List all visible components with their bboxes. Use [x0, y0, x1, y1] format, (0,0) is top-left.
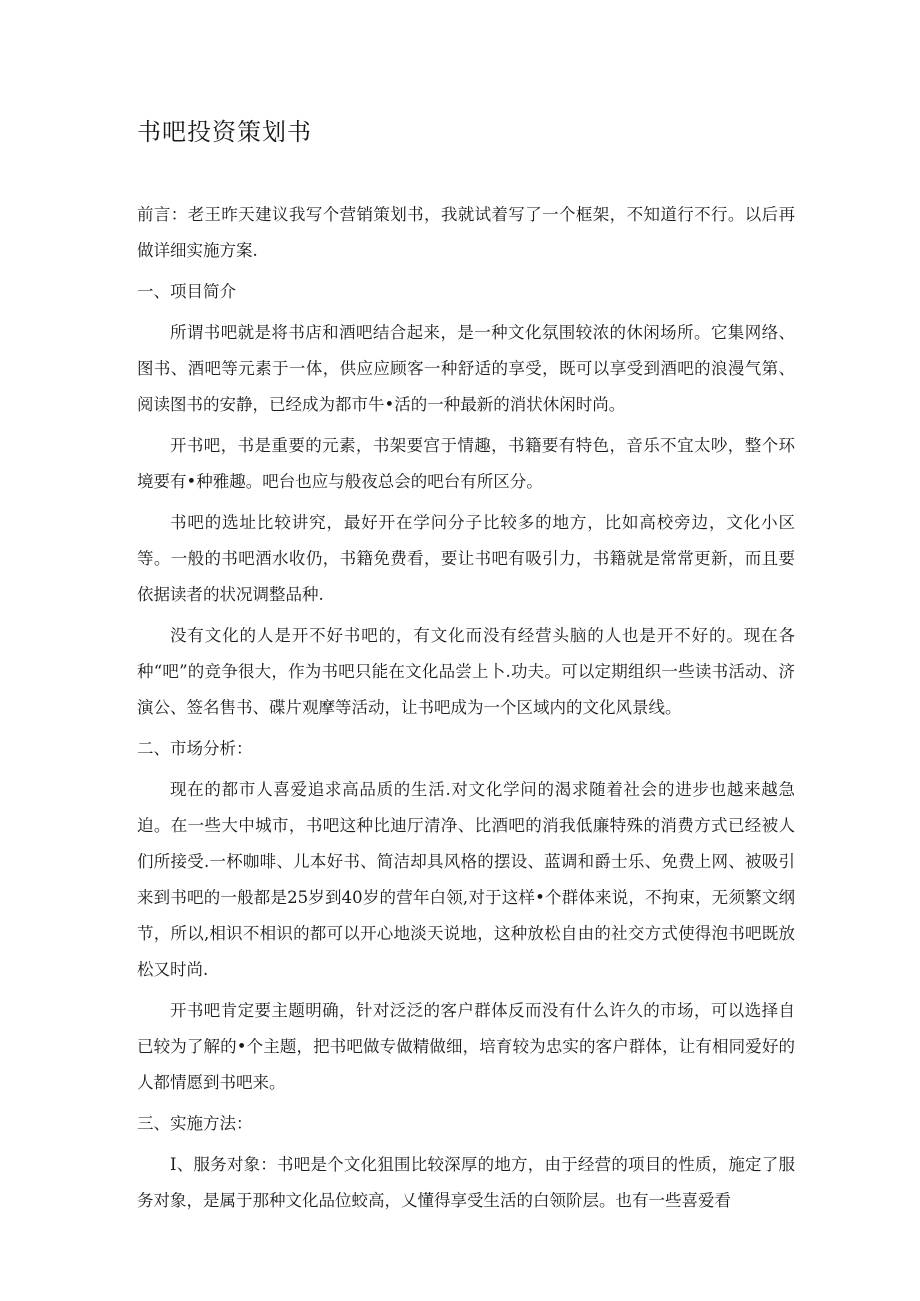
section-heading-implementation: 三、实施方法：	[137, 1114, 253, 1133]
body-paragraph: 开书吧，书是重要的元素，书架要宫于情趣，书籍要有特色，音乐不宜太吵，整个环境要有•种雅趣。吧台也应与般夜总会的吧台有所区分。	[137, 436, 795, 491]
body-paragraph: 没有文化的人是开不好书吧的，有文化而没有经营头脑的人也是开不好的。现在各种“吧”的竞争很大，作为书吧只能在文化品尝上卜.功夫。可以定期组织一些读书活动、济演公、签名售书、碟片观摩等活动，让书吧成为一个区域内的文化风景线。	[137, 626, 795, 717]
preface-paragraph: 前言：老王昨天建议我写个营销策划书，我就试着写了一个框架，不知道行不行。以后再做详细实施方案.	[137, 205, 795, 260]
section-heading-market-analysis: 二、市场分析：	[137, 739, 253, 758]
document-title: 书吧投资策划书	[137, 118, 312, 146]
body-paragraph: I、服务对象：书吧是个文化狙围比较深厚的地方，由于经营的项目的性质，施定了服务对象，是属于那种文化品位蛟高，乂懂得享受生活的白领阶层。也有一些喜爱看	[137, 1155, 795, 1210]
document-body	[137, 197, 795, 1224]
body-paragraph: 所谓书吧就是将书店和酒吧结合起来，是一种文化氛围较浓的休闲场所。它集网络、图书、酒吧等元素于一体，供应应顾客一种舒适的享受，既可以享受到酒吧的浪漫气第、阅读图书的安静，已经成为都市牛•活的一种最新的消状休闲时尚。	[137, 323, 795, 414]
body-paragraph: 现在的都市人喜爱追求高品质的生活.对文化学问的渴求随着社会的进步也越来越急迫。在一些大中城市，书吧这种比迪厅清净、比酒吧的消我低廉特殊的消费方式已经被人们所接受.一杯咖啡、儿本好书、简洁却具风格的摆设、蓝调和爵士乐、免费上网、被吸引来到书吧的一般都是25岁到40岁的营年白领,对于这样•个群体来说，不拘束，无须繁文纲节，所以,相识不相识的都可以开心地淡天说地，这种放松自由的社交方式使得泡书吧既放松又时尚.	[137, 780, 795, 979]
body-paragraph: 开书吧肯定要主题明确，针对泛泛的客户群体反而没有什么许久的市场，可以选择自已较为了解的•个主题，把书吧做专做精做细，培育较为忠实的客户群体，让有相同爱好的人都情愿到书吧来。	[137, 1001, 795, 1092]
body-paragraph: 书吧的选址比较讲究，最好开在学问分子比较多的地方，比如高校旁边，文化小区等。一般的书吧酒水收仍，书籍免费看，要让书吧有吸引力，书籍就是常常更新，而且要依据读者的状况调整品种.	[137, 513, 795, 604]
section-heading-project-intro: 一、项目简介	[137, 282, 236, 301]
